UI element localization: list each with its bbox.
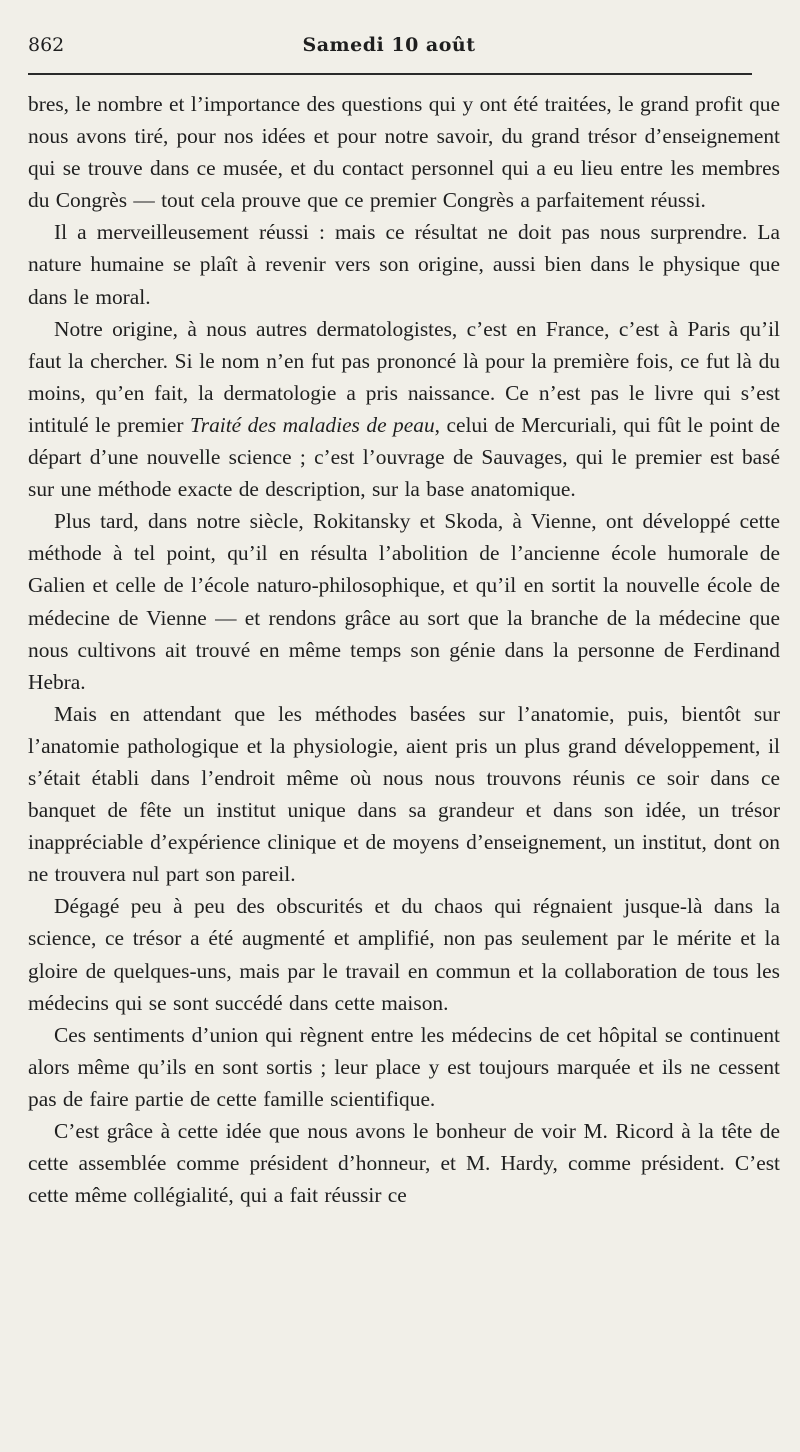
italic-book-title: Traité des maladies de peau bbox=[190, 412, 435, 437]
page-number: 862 bbox=[28, 34, 65, 56]
paragraph-text: Notre origine, à nous autres dermatologistes, c’est en France, c’est à Paris qu’il faut la chercher. Si le nom n’en fut pas prononcé là pour la première fois, ce fut là du moins, qu’en fait, la dermatologie a pris naissance. Ce n’est pas le livre qui s’est intitulé le premier bbox=[28, 316, 780, 437]
header-rule bbox=[28, 73, 752, 75]
page-header bbox=[28, 28, 750, 64]
paragraph: Dégagé peu à peu des obscurités et du chaos qui régnaient jusque-là dans la science, ce trésor a été augmenté et amplifié, non pas seulement par le mérite et la gloire de quelques-uns, mais par le travail en commun et la collaboration de tous les médecins qui se sont succédé dans cette maison. bbox=[28, 894, 780, 1015]
running-title: Samedi 10 août bbox=[302, 34, 476, 56]
paragraph bbox=[28, 313, 780, 506]
paragraph: Mais en attendant que les méthodes basées sur l’anatomie, puis, bientôt sur l’anatomie pathologique et la physiologie, aient pris un plus grand développement, il s’était établi dans l’endroit même où nous nous trouvons réunis ce soir dans ce banquet de fête un institut unique dans sa grandeur et dans son idée, un trésor inappréciable d’expérience clinique et de moyens d’enseignement, un institut, dont on ne trouvera nul part son pareil. bbox=[28, 701, 780, 887]
body-text bbox=[28, 88, 780, 1211]
paragraph: C’est grâce à cette idée que nous avons le bonheur de voir M. Ricord à la tête de cette assemblée comme président d’honneur, et M. Hardy, comme président. C’est cette même collégialité, qui a fait réussir ce bbox=[28, 1119, 780, 1208]
paragraph: Ces sentiments d’union qui règnent entre les médecins de cet hôpital se continuent alors même qu’ils en sont sortis ; leur place y est toujours marquée et ils ne cessent pas de faire partie de cette famille scientifique. bbox=[28, 1022, 780, 1111]
paragraph-text: , celui de Mercuriali, qui fût le point de départ d’une nouvelle science ; c’est l’ouvrage de Sauvages, qui le premier est basé sur une méthode exacte de description, sur la base anatomique. bbox=[28, 412, 781, 502]
paragraph: Plus tard, dans notre siècle, Rokitansky et Skoda, à Vienne, ont développé cette méthode à tel point, qu’il en résulta l’abolition de l’ancienne école humorale de Galien et celle de l’école naturo-philosophique, et qu’il en sortit la nouvelle école de médecine de Vienne — et rendons grâce au sort que la branche de la médecine que nous cultivons ait trouvé en même temps son génie dans la personne de Ferdinand Hebra. bbox=[28, 509, 780, 694]
paragraph: Il a merveilleusement réussi : mais ce résultat ne doit pas nous surprendre. La nature humaine se plaît à revenir vers son origine, aussi bien dans le physique que dans le moral. bbox=[28, 220, 780, 309]
paragraph: bres, le nombre et l’importance des questions qui y ont été traitées, le grand profit que nous avons tiré, pour nos idées et pour notre savoir, du grand trésor d’enseignement qui se trouve dans ce musée, et du contact personnel qui a eu lieu entre les membres du Congrès — tout cela prouve que ce premier Congrès a parfaitement réussi. bbox=[28, 92, 780, 213]
